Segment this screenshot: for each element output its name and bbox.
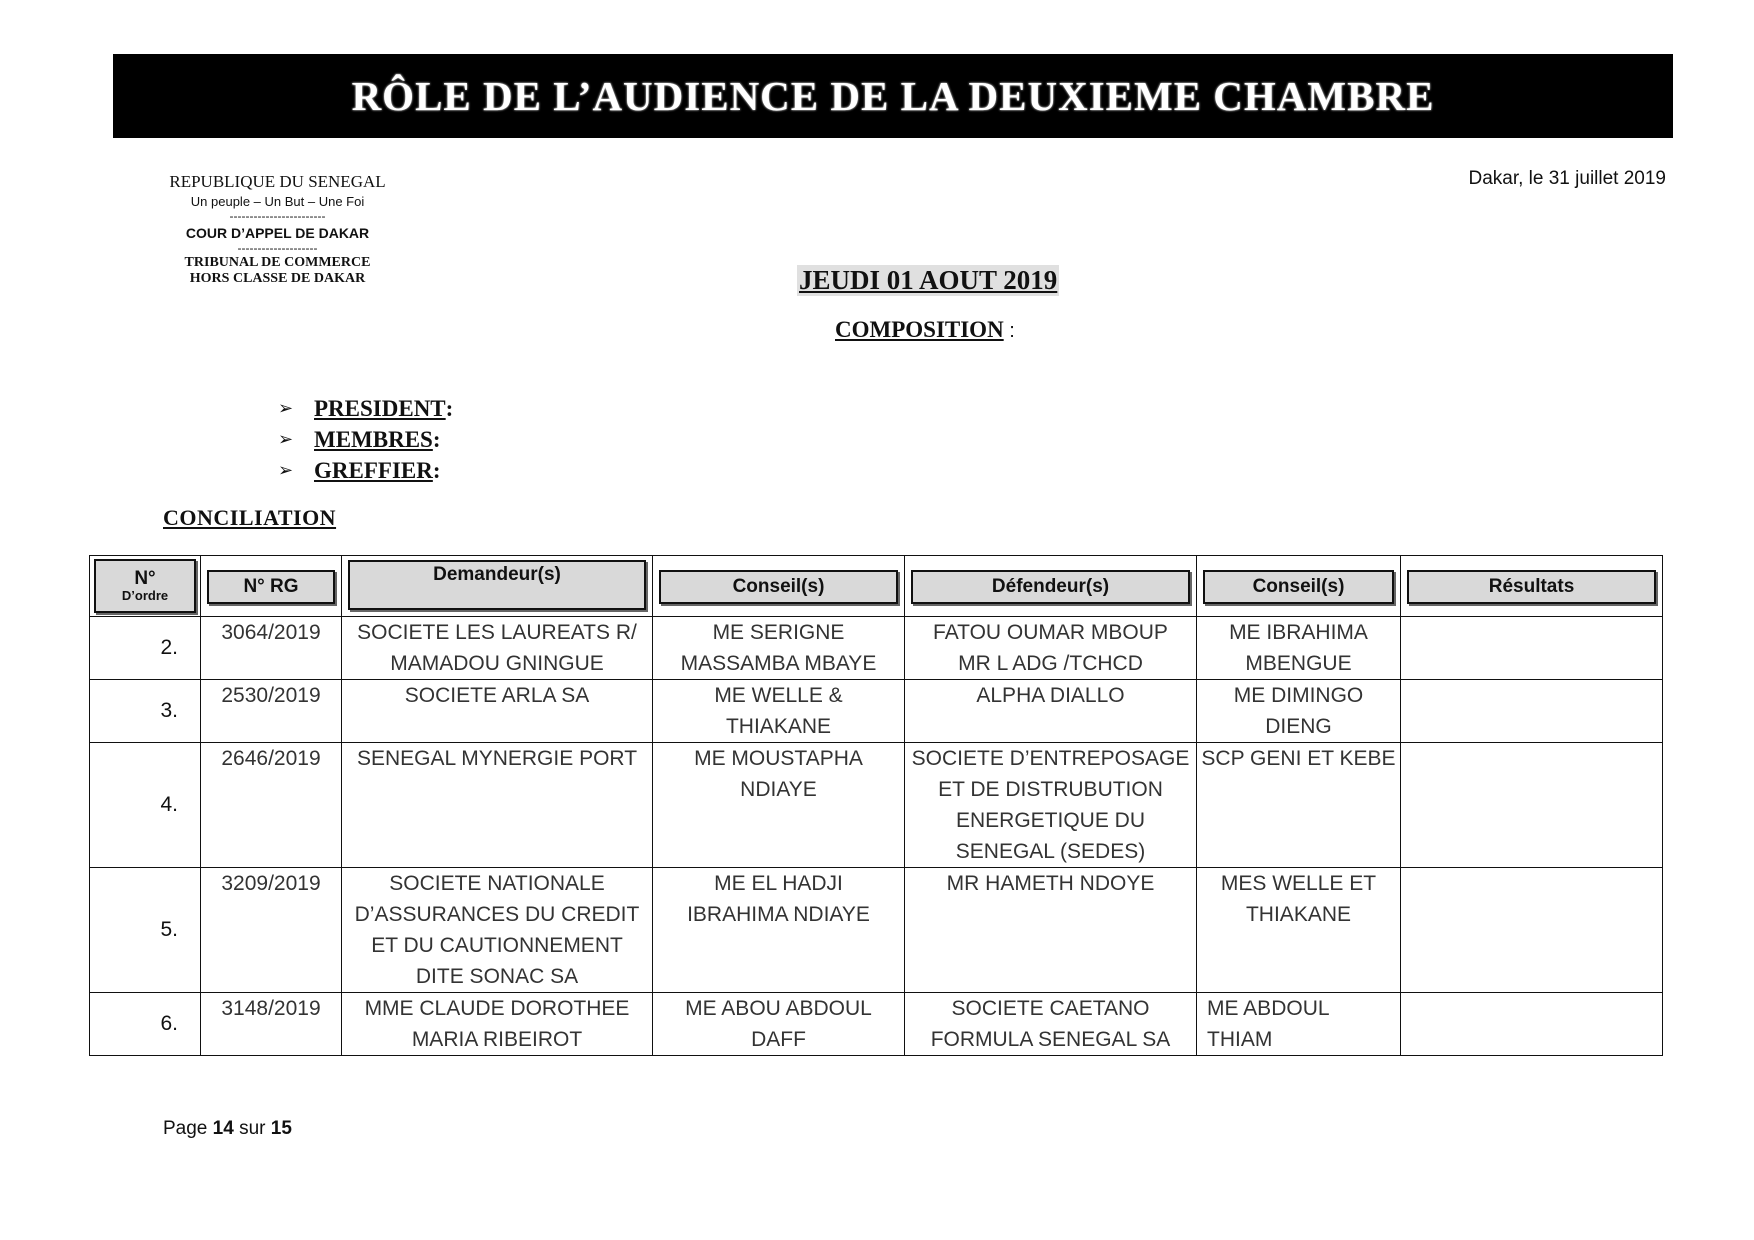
order-number: 6. — [90, 993, 201, 1056]
header-counsel-1 — [653, 556, 905, 617]
arrow-bullet-icon: ➢ — [278, 398, 294, 419]
defendant-line: ET DE DISTRUBUTION — [938, 778, 1163, 801]
plaintiff-counsel — [653, 743, 905, 868]
page-middle: sur — [233, 1118, 271, 1139]
hearing-table — [89, 555, 1663, 1056]
role-label: GREFFIER — [314, 457, 433, 483]
role-colon: : — [445, 395, 454, 421]
table-row — [90, 743, 1663, 868]
section-title: CONCILIATION — [163, 505, 337, 530]
table-row — [90, 868, 1663, 993]
role-label: MEMBRES — [314, 426, 433, 452]
defendant-counsel-line: ME DIMINGO — [1233, 684, 1364, 707]
order-number: 4. — [90, 743, 201, 868]
defendant-line: SOCIETE CAETANO — [951, 997, 1150, 1020]
plaintiff — [342, 617, 653, 680]
page-prefix: Page — [163, 1118, 213, 1139]
header-order-bottom: D’ordre — [121, 588, 169, 604]
header-plaintiff — [342, 556, 653, 617]
header-defendant-label: Défendeur(s) — [911, 570, 1190, 604]
rg-number: 2530/2019 — [201, 680, 342, 743]
defendant-counsel — [1197, 993, 1401, 1056]
table-row — [90, 680, 1663, 743]
plaintiff-counsel-line: ME EL HADJI — [714, 872, 843, 895]
role-colon: : — [432, 457, 441, 483]
defendant-counsel — [1197, 617, 1401, 680]
defendant-counsel-line: MBENGUE — [1245, 652, 1352, 675]
page-current: 14 — [212, 1118, 234, 1139]
plaintiff-counsel — [653, 993, 905, 1056]
role-label: PRESIDENT — [314, 395, 446, 421]
role-colon: : — [432, 426, 441, 452]
title-banner — [113, 54, 1673, 138]
composition-colon: : — [1003, 320, 1015, 342]
rg-number: 3064/2019 — [201, 617, 342, 680]
plaintiff — [342, 993, 653, 1056]
session-date: JEUDI 01 AOUT 2019 — [799, 265, 1058, 295]
defendant-counsel — [1197, 743, 1401, 868]
header-rg — [201, 556, 342, 617]
republic-name: REPUBLIQUE DU SENEGAL — [169, 172, 386, 191]
plaintiff-line: MAMADOU GNINGUE — [390, 652, 604, 675]
plaintiff-line: DITE SONAC SA — [415, 965, 579, 988]
plaintiff-line: SENEGAL MYNERGIE PORT — [356, 747, 638, 770]
plaintiff-counsel-line: ME SERIGNE — [712, 621, 845, 644]
defendant-counsel-line: ME ABDOUL — [1207, 997, 1330, 1020]
order-number: 3. — [90, 680, 201, 743]
rg-number: 2646/2019 — [201, 743, 342, 868]
arrow-bullet-icon: ➢ — [278, 429, 294, 450]
defendant-counsel-line: MES WELLE ET — [1220, 872, 1377, 895]
result — [1401, 868, 1663, 993]
defendant-line: MR L ADG /TCHCD — [958, 652, 1143, 675]
tribunal-name-line-1: TRIBUNAL DE COMMERCE — [184, 255, 371, 270]
result — [1401, 743, 1663, 868]
role-president — [278, 393, 453, 424]
page-number — [163, 1118, 292, 1140]
page-total: 15 — [270, 1118, 292, 1139]
table-row — [90, 993, 1663, 1056]
plaintiff-counsel-line: IBRAHIMA NDIAYE — [687, 903, 870, 926]
result — [1401, 993, 1663, 1056]
header-counsel-2 — [1197, 556, 1401, 617]
issue-date: Dakar, le 31 juillet 2019 — [1468, 168, 1666, 189]
defendant-counsel-line: DIENG — [1265, 715, 1332, 738]
rg-number: 3209/2019 — [201, 868, 342, 993]
defendant-line: FORMULA SENEGAL SA — [930, 1028, 1171, 1051]
header-results-label: Résultats — [1407, 570, 1656, 604]
tribunal-name-line-2: HORS CLASSE DE DAKAR — [189, 271, 366, 286]
defendant-counsel — [1197, 680, 1401, 743]
plaintiff-line: ET DU CAUTIONNEMENT — [371, 934, 623, 957]
plaintiff-line: SOCIETE LES LAUREATS R/ — [357, 621, 637, 644]
defendant-counsel-line: SCP GENI ET KEBE — [1201, 747, 1396, 770]
plaintiff-counsel — [653, 868, 905, 993]
header-defendant — [905, 556, 1197, 617]
plaintiff — [342, 868, 653, 993]
defendant-line: ALPHA DIALLO — [976, 684, 1125, 707]
national-motto: Un peuple – Un But – Une Foi — [190, 194, 365, 209]
plaintiff-counsel-line: ME WELLE & — [714, 684, 843, 707]
defendant-counsel-line: THIAM — [1207, 1028, 1273, 1051]
separator-line: ------------------------ — [229, 209, 326, 223]
header-plaintiff-label: Demandeur(s) — [348, 560, 646, 610]
institution-header — [145, 172, 410, 287]
header-order — [90, 556, 201, 617]
defendant — [905, 617, 1197, 680]
plaintiff — [342, 680, 653, 743]
defendant — [905, 680, 1197, 743]
plaintiff-line: MME CLAUDE DOROTHEE — [364, 997, 630, 1020]
plaintiff-counsel-line: ME MOUSTAPHA — [694, 747, 863, 770]
plaintiff-line: D’ASSURANCES DU CREDIT — [354, 903, 640, 926]
header-counsel-1-label: Conseil(s) — [659, 570, 898, 604]
court-name: COUR D’APPEL DE DAKAR — [185, 225, 370, 241]
role-members — [278, 424, 453, 455]
plaintiff-counsel-line: DAFF — [751, 1028, 806, 1051]
document-title: RÔLE DE L’AUDIENCE DE LA DEUXIEME CHAMBRE — [351, 73, 1435, 119]
table-body — [90, 617, 1663, 1056]
table-header-row — [90, 556, 1663, 617]
plaintiff-counsel-line: THIAKANE — [725, 715, 832, 738]
role-clerk — [278, 455, 453, 486]
defendant — [905, 868, 1197, 993]
plaintiff-counsel-line: NDIAYE — [740, 778, 817, 801]
defendant — [905, 993, 1197, 1056]
defendant-line: MR HAMETH NDOYE — [946, 872, 1155, 895]
composition-roles-list — [278, 393, 453, 486]
composition-heading — [835, 317, 1015, 343]
plaintiff-line: MARIA RIBEIROT — [411, 1028, 583, 1051]
plaintiff-counsel-line: ME ABOU ABDOUL — [685, 997, 872, 1020]
plaintiff-counsel — [653, 680, 905, 743]
defendant-line: ENERGETIQUE DU — [955, 809, 1146, 832]
order-number: 2. — [90, 617, 201, 680]
plaintiff-counsel-line: MASSAMBA MBAYE — [680, 652, 877, 675]
separator-line: -------------------- — [237, 241, 318, 255]
header-rg-label: N° RG — [207, 570, 335, 604]
defendant-line: SENEGAL (SEDES) — [955, 840, 1146, 863]
arrow-bullet-icon: ➢ — [278, 460, 294, 481]
plaintiff-line: SOCIETE NATIONALE — [389, 872, 605, 895]
order-number: 5. — [90, 868, 201, 993]
defendant-counsel-line: ME IBRAHIMA — [1229, 621, 1368, 644]
plaintiff — [342, 743, 653, 868]
rg-number: 3148/2019 — [201, 993, 342, 1056]
defendant-line: FATOU OUMAR MBOUP — [933, 621, 1168, 644]
plaintiff-line: SOCIETE ARLA SA — [404, 684, 590, 707]
header-order-top: N° — [134, 568, 156, 590]
result — [1401, 617, 1663, 680]
defendant-line: SOCIETE D’ENTREPOSAGE — [911, 747, 1190, 770]
header-results — [1401, 556, 1663, 617]
header-counsel-2-label: Conseil(s) — [1203, 570, 1394, 604]
defendant — [905, 743, 1197, 868]
defendant-counsel-line: THIAKANE — [1245, 903, 1352, 926]
plaintiff-counsel — [653, 617, 905, 680]
table-row — [90, 617, 1663, 680]
defendant-counsel — [1197, 868, 1401, 993]
result — [1401, 680, 1663, 743]
composition-label: COMPOSITION — [835, 317, 1004, 342]
